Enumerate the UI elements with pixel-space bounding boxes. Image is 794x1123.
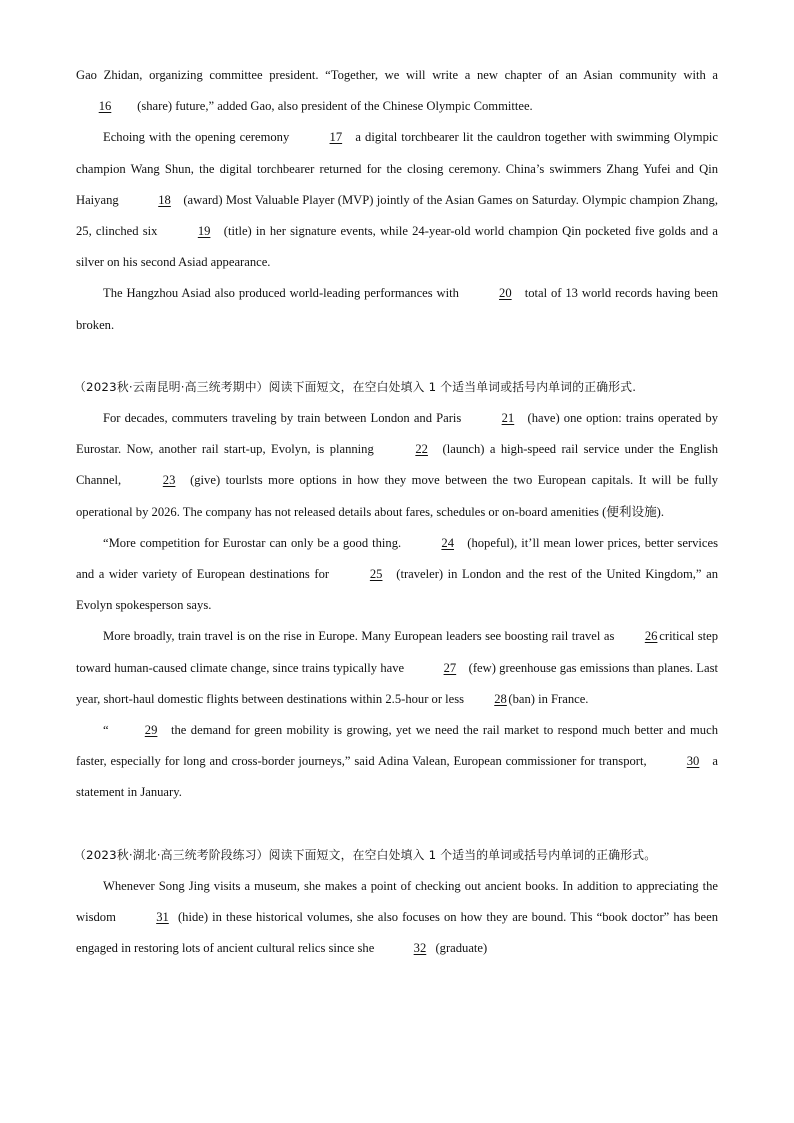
text: More broadly, train travel is on the rise in Europe. Many European leaders see boosting rail travel as <box>103 629 618 644</box>
text: Echoing with the opening ceremony <box>103 130 294 145</box>
text: critical step toward human-caused climate change, since trains typically have <box>76 629 718 675</box>
text: (share) future,” added Gao, also president of the Chinese Olympic Committee. <box>134 99 533 114</box>
text: (award) Most Valuable Player (MVP) jointly of the Asian Games on Saturday. Olympic champion Zhang, 25, clinched six <box>76 192 719 239</box>
blank-21[interactable]: 21 <box>501 411 515 426</box>
spacer <box>76 809 718 840</box>
text: “More competition for Eurostar can only be a good thing. <box>103 535 406 550</box>
blank-32[interactable]: 32 <box>413 941 427 956</box>
text: (launch) a high-speed rail service under the English Channel, <box>76 442 718 488</box>
text: (give) tourlsts more options in how they move between the two European capitals. It will be fully operational by 2026. The company has not released details about fares, schedules or on-board amenities (便利设施). <box>76 473 718 519</box>
text: (traveler) in London and the rest of the United Kingdom,” an Evolyn spokesperson says. <box>76 567 718 613</box>
blank-24[interactable]: 24 <box>441 535 455 550</box>
text: For decades, commuters traveling by train between London and Paris <box>103 411 466 426</box>
text: a statement in January. <box>76 754 718 800</box>
paragraph <box>76 60 718 122</box>
spacer <box>76 341 718 372</box>
blank-28[interactable]: 28 <box>494 691 507 706</box>
text: Whenever Song Jing visits a museum, she makes a point of checking out ancient books. In addition to appreciating the wisdom <box>76 878 718 925</box>
text: (graduate) <box>435 941 488 956</box>
paragraph <box>76 278 718 340</box>
paragraph <box>76 528 718 622</box>
paragraph <box>76 403 718 528</box>
text: (few) greenhouse gas emissions than planes. Last year, short-haul domestic flights between destinations within 2.5-hour or less <box>76 660 718 706</box>
blank-29[interactable]: 29 <box>144 723 158 738</box>
blank-23[interactable]: 23 <box>162 473 176 488</box>
blank-19[interactable]: 19 <box>197 224 211 239</box>
blank-18[interactable]: 18 <box>158 192 171 207</box>
document-page <box>76 60 718 964</box>
text: The Hangzhou Asiad also produced world-leading performances with <box>103 286 463 301</box>
blank-16[interactable]: 16 <box>98 99 112 114</box>
blank-20[interactable]: 20 <box>499 286 512 301</box>
text: “ <box>103 723 109 738</box>
paragraph <box>76 122 718 278</box>
text: (hopeful), it’ll mean lower prices, better services and a wider variety of European destinations for <box>76 535 718 582</box>
text: a digital torchbearer lit the cauldron together with swimming Olympic champion Wang Shun, the digital torchbearer returned for the closing ceremony. China’s swimmers Zhang Yufei and Qin Haiyang <box>76 130 718 207</box>
blank-30[interactable]: 30 <box>686 754 700 769</box>
paragraph <box>76 715 718 809</box>
blank-25[interactable]: 25 <box>369 567 383 582</box>
blank-17[interactable]: 17 <box>329 130 343 145</box>
section-heading: （2023秋·云南昆明·高三统考期中）阅读下面短文，在空白处填入 1 个适当单词或括号内单词的正确形式. <box>74 379 637 394</box>
text: the demand for green mobility is growing, yet we need the rail market to respond much better and much faster, especially for long and cross-border journeys,” said Adina Valean, European commissioner for transport, <box>76 723 718 769</box>
blank-22[interactable]: 22 <box>415 442 428 457</box>
text: (title) in her signature events, while 24-year-old world champion Qin pocketed five golds and a silver on his second Asiad appearance. <box>76 224 718 270</box>
section-heading: （2023秋·湖北·高三统考阶段练习）阅读下面短文，在空白处填入 1 个适当的单词或括号内单词的正确形式。 <box>74 847 657 862</box>
paragraph <box>76 871 718 965</box>
text: (ban) in France. <box>505 691 589 706</box>
text: (hide) in these historical volumes, she also focuses on how they are bound. This “book doctor” has been engaged in restoring lots of ancient cultural relics since she <box>76 910 718 956</box>
text: total of 13 world records having been broken. <box>76 286 718 332</box>
text: (have) one option: trains operated by Eurostar. Now, another rail start-up, Evolyn, is planning <box>76 411 718 457</box>
blank-31[interactable]: 31 <box>156 910 169 925</box>
text: Gao Zhidan, organizing committee president. “Together, we will write a new chapter of an Asian community with a <box>76 68 718 82</box>
paragraph <box>76 621 718 715</box>
blank-27[interactable]: 27 <box>443 660 457 675</box>
blank-26[interactable]: 26 <box>644 629 658 644</box>
